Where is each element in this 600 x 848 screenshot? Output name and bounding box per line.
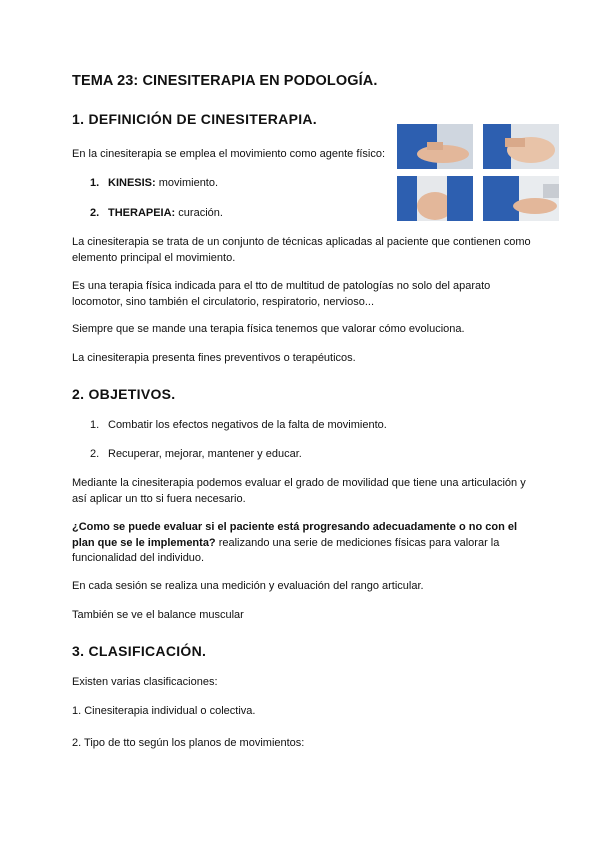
definition-intro: En la cinesiterapia se emplea el movimiento como agente físico: [72, 148, 386, 160]
objectives-paragraph: Mediante la cinesiterapia podemos evaluar el grado de movilidad que tiene una articulación y así aplicar un tto si fuera necesario. [72, 477, 526, 505]
therapy-photo [483, 176, 559, 221]
section-heading-definition: 1. DEFINICIÓN DE CINESITERAPIA. [72, 111, 317, 127]
list-text: Recuperar, mejorar, mantener y educar. [108, 448, 302, 460]
objectives-paragraph: En cada sesión se realiza una medición y evaluación del rango articular. [72, 580, 424, 592]
therapy-photos [397, 124, 559, 222]
page-title: TEMA 23: CINESITERAPIA EN PODOLOGÍA. [72, 73, 378, 89]
question-bold: ¿Como se puede evaluar si el paciente está progresando adecuadamente o no con el plan que se le implementa? [72, 521, 518, 549]
section-heading-objectives: 2. OBJETIVOS. [72, 386, 176, 402]
objectives-paragraph: También se ve el balance muscular [72, 609, 244, 621]
list-item [90, 176, 218, 191]
evaluation-question [72, 520, 532, 567]
list-term: KINESIS: [108, 177, 156, 189]
list-number: 2. [90, 207, 100, 219]
definition-paragraph: Es una terapia física indicada para el tto de multitud de patologías no solo del aparato locomotor, sino también el circulatorio, respiratorio, nervioso... [72, 280, 491, 308]
classification-paragraph: 2. Tipo de tto según los planos de movimientos: [72, 737, 305, 749]
definition-paragraph: La cinesiterapia se trata de un conjunto de técnicas aplicadas al paciente que contienen como elemento principal el movimiento. [72, 236, 531, 264]
therapy-photo [397, 124, 473, 169]
classification-paragraph: Existen varias clasificaciones: [72, 676, 218, 688]
list-number: 1. [90, 177, 100, 189]
list-item [90, 447, 302, 462]
classification-paragraph: 1. Cinesiterapia individual o colectiva. [72, 705, 256, 717]
question-answer: realizando una serie de mediciones físicas para valorar la funcionalidad del individuo. [72, 536, 500, 564]
therapy-photo [483, 124, 559, 169]
list-term: THERAPEIA: [108, 207, 176, 219]
list-item [90, 418, 387, 433]
definition-paragraph: La cinesiterapia presenta fines preventivos o terapéuticos. [72, 352, 356, 364]
list-desc: movimiento. [155, 177, 219, 189]
list-desc: curación. [175, 207, 223, 219]
list-item [90, 206, 223, 221]
list-number: 2. [90, 448, 100, 460]
list-number: 1. [90, 419, 100, 431]
therapy-photo [397, 176, 473, 221]
section-heading-classification: 3. CLASIFICACIÓN. [72, 643, 207, 659]
definition-paragraph: Siempre que se mande una terapia física tenemos que valorar cómo evoluciona. [72, 323, 465, 335]
list-text: Combatir los efectos negativos de la falta de movimiento. [108, 419, 387, 431]
